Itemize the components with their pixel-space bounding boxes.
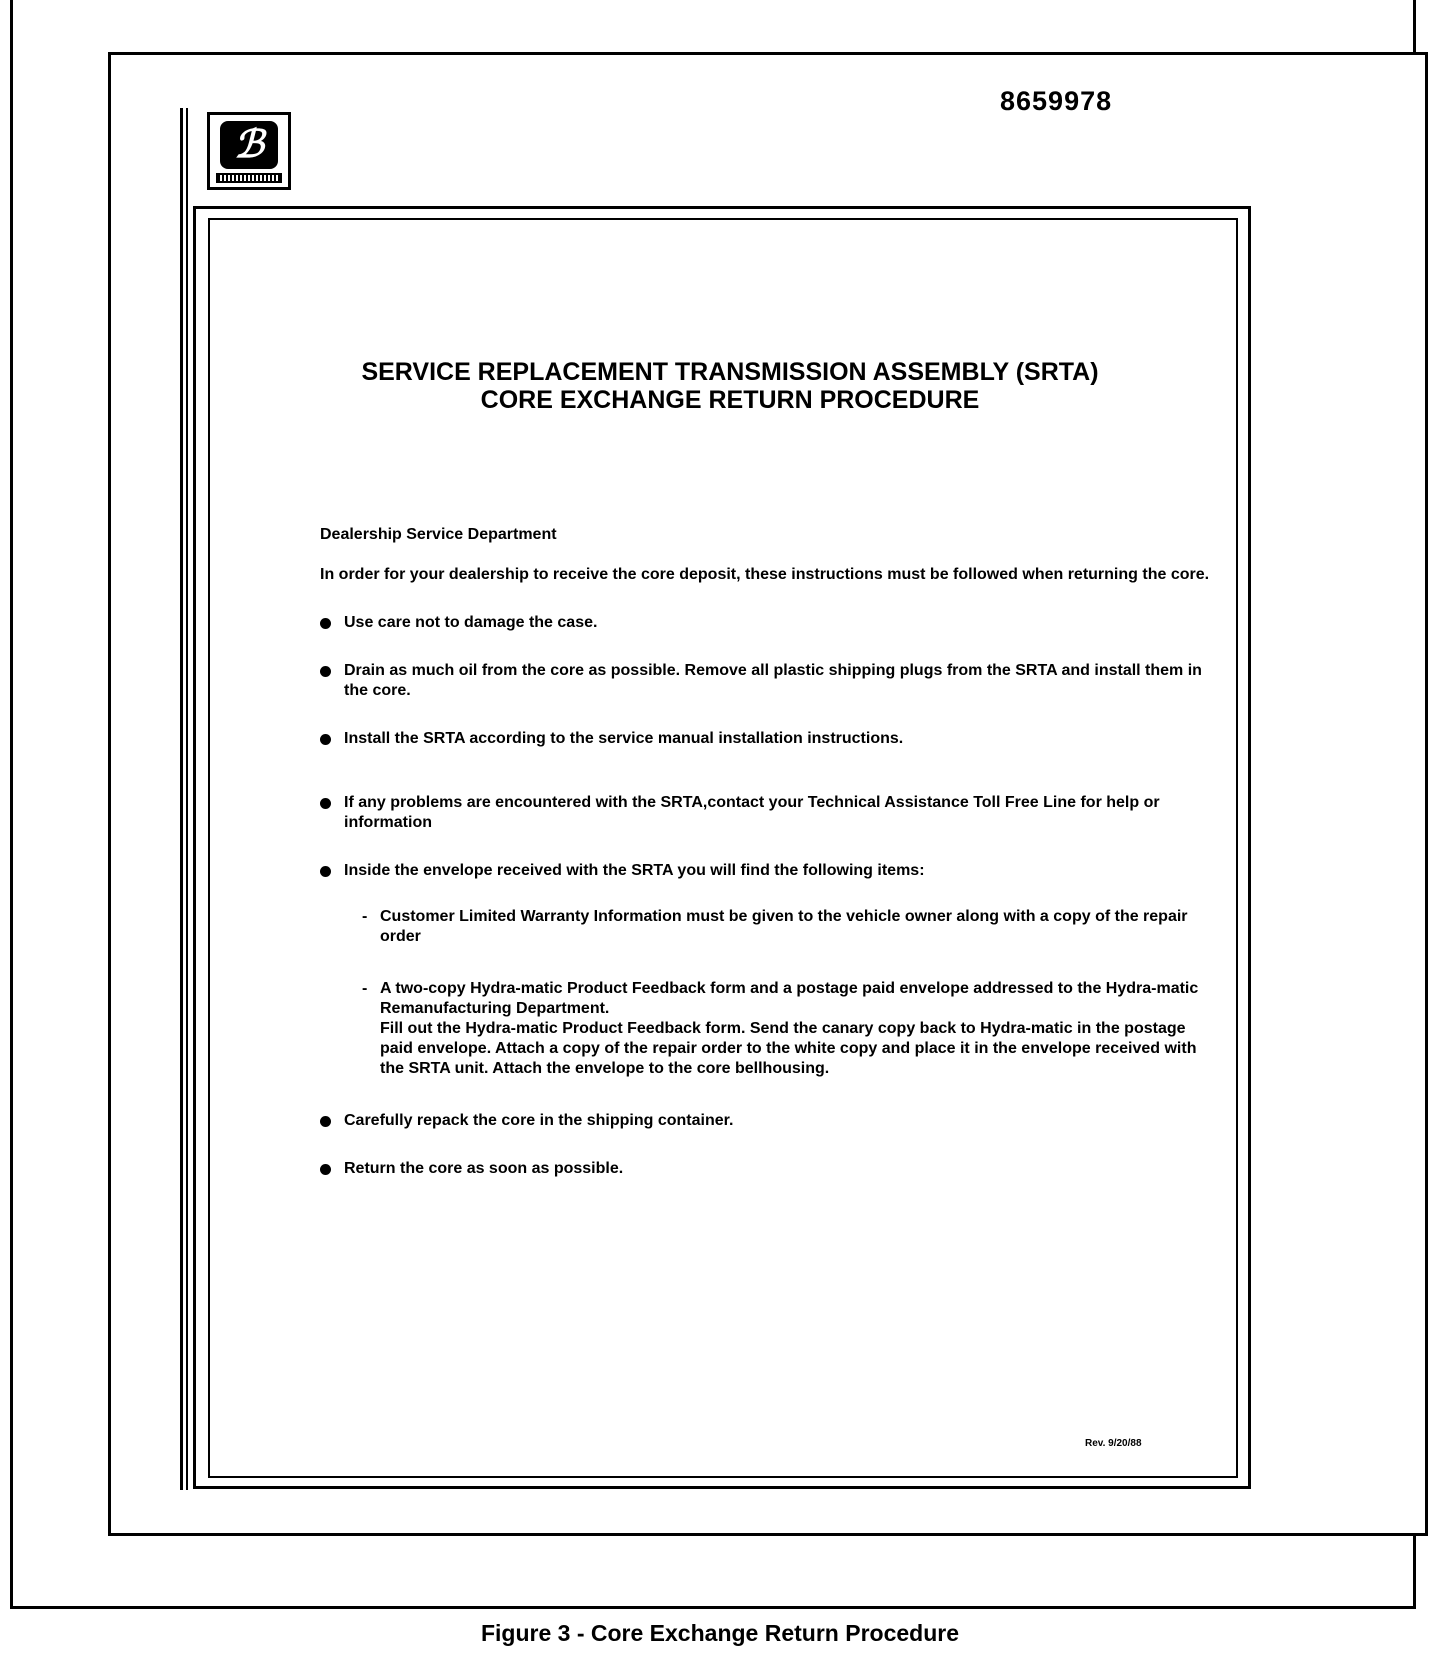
sub-list-item bbox=[362, 979, 1210, 1079]
list-item-text: Return the core as soon as possible. bbox=[344, 1160, 624, 1177]
procedure-content bbox=[320, 525, 1210, 1207]
sub-item-text: A two-copy Hydra-matic Product Feedback form and a postage paid envelope addressed to the Hydra-matic Remanufacturing Department. bbox=[380, 980, 1199, 1017]
bullet-icon bbox=[320, 798, 331, 809]
bullet-icon bbox=[320, 1116, 331, 1127]
list-item bbox=[320, 1159, 1210, 1179]
list-item-text: Use care not to damage the case. bbox=[344, 614, 598, 631]
list-item bbox=[320, 1111, 1210, 1131]
document-number: 8659978 bbox=[1000, 86, 1113, 116]
bullet-icon bbox=[320, 866, 331, 877]
sub-list-item bbox=[362, 907, 1210, 947]
hydramatic-logo bbox=[207, 112, 291, 190]
dash-marker: - bbox=[362, 980, 368, 997]
document-title bbox=[250, 358, 1210, 414]
list-item-text: Carefully repack the core in the shipping container. bbox=[344, 1112, 734, 1129]
procedure-list bbox=[320, 613, 1210, 1179]
dash-marker: - bbox=[362, 908, 368, 925]
sub-item-text: Customer Limited Warranty Information must be given to the vehicle owner along with a copy of the repair order bbox=[380, 908, 1188, 945]
list-item-text: If any problems are encountered with the SRTA,contact your Technical Assistance Toll Free Line for help or information bbox=[344, 794, 1160, 831]
revision-date: Rev. 9/20/88 bbox=[1085, 1438, 1142, 1449]
list-item-text: Drain as much oil from the core as possible. Remove all plastic shipping plugs from the SRTA and install them in the core. bbox=[344, 662, 1202, 699]
sub-item-text: Fill out the Hydra-matic Product Feedback form. Send the canary copy back to Hydra-matic in the postage paid envelope. Attach a copy of the repair order to the white copy and place it in the envelope received with the SRTA unit. Attach the envelope to the core bellhousing. bbox=[380, 1020, 1197, 1077]
envelope-items-list bbox=[344, 907, 1210, 1079]
bullet-icon bbox=[320, 618, 331, 629]
list-item-text: Inside the envelope received with the SRTA you will find the following items: bbox=[344, 862, 925, 879]
list-item bbox=[320, 793, 1210, 833]
list-item bbox=[320, 861, 1210, 1079]
list-item-text: Install the SRTA according to the service manual installation instructions. bbox=[344, 730, 904, 747]
title-line-1: SERVICE REPLACEMENT TRANSMISSION ASSEMBLY (SRTA) bbox=[361, 358, 1099, 386]
logo-emblem-icon: ℬ bbox=[220, 121, 278, 169]
logo-band bbox=[216, 173, 282, 183]
bullet-icon bbox=[320, 1164, 331, 1175]
bullet-icon bbox=[320, 666, 331, 677]
list-item bbox=[320, 729, 1210, 749]
intro-paragraph: In order for your dealership to receive the core deposit, these instructions must be followed when returning the core. bbox=[320, 566, 1210, 583]
section-heading: Dealership Service Department bbox=[320, 526, 557, 543]
logo-rail bbox=[180, 108, 188, 1490]
title-line-2: CORE EXCHANGE RETURN PROCEDURE bbox=[480, 386, 980, 414]
bullet-icon bbox=[320, 734, 331, 745]
figure-caption: Figure 3 - Core Exchange Return Procedure bbox=[480, 1620, 959, 1646]
list-item bbox=[320, 613, 1210, 633]
list-item bbox=[320, 661, 1210, 701]
